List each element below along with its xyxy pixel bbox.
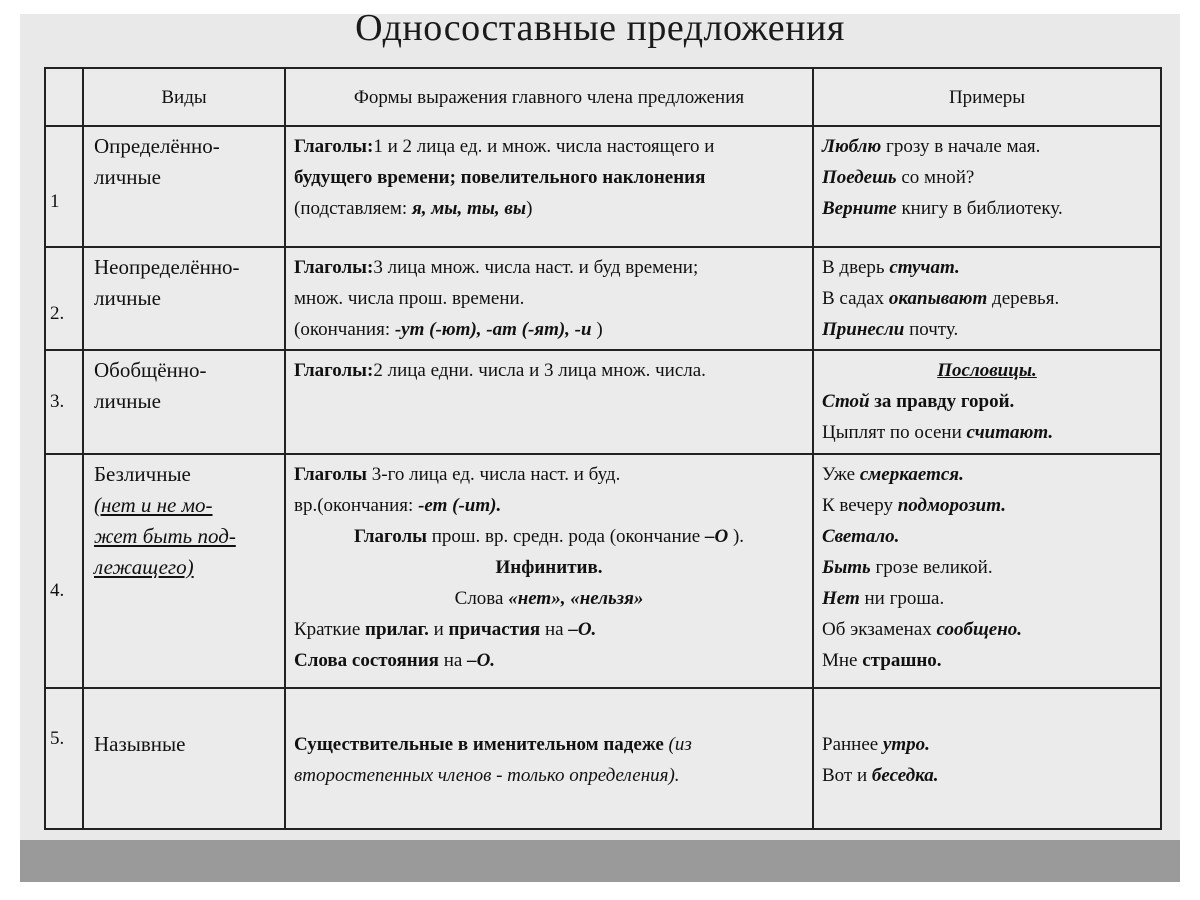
row-examples: Люблю грозу в начале мая. Поедешь со мной? Верните книгу в библиотеку. — [813, 126, 1161, 246]
row-examples: В дверь стучат. В садах окапывают деревья. Принесли почту. — [813, 247, 1161, 350]
row-examples: Уже смеркается. К вечеру подморозит. Светало. Быть грозе великой. Нет ни гроша. Об экзаменах сообщено. Мне страшно. — [813, 454, 1161, 689]
header-examples: Примеры — [813, 68, 1161, 126]
row-number: 5. — [45, 688, 83, 829]
table-row — [45, 126, 1161, 246]
row-examples: Раннее утро. Вот и беседка. — [813, 688, 1161, 829]
row-type: Назывные — [83, 688, 285, 829]
header-num — [45, 68, 83, 126]
table-row — [45, 454, 1161, 689]
row-type: Определённо- личные — [83, 126, 285, 246]
row-type: Безличные (нет и не мо- жет быть под- лежащего) — [83, 454, 285, 689]
header-type: Виды — [83, 68, 285, 126]
page-title: Односоставные предложения — [355, 7, 845, 49]
row-examples: Пословицы. Стой за правду горой. Цыплят по осени считают. — [813, 350, 1161, 453]
row-form: Глаголы:2 лица едни. числа и 3 лица множ. числа. — [285, 350, 813, 453]
type-note: (нет и не мо- — [94, 492, 213, 517]
row-type: Обобщённо- личные — [83, 350, 285, 453]
table-row — [45, 350, 1161, 453]
table-header-row — [45, 68, 1161, 126]
row-form: Глаголы 3-го лица ед. числа наст. и буд. вр.(окончания: -ет (-ит). Глаголы прош. вр. средн. рода (окончание –О ). Инфинитив. Слова «нет», «нельзя» Краткие прилаг. и причастия на –О. Слова состояния на –О. — [285, 454, 813, 689]
row-number: 2. — [45, 247, 83, 350]
proverbs-heading: Пословицы. — [937, 360, 1037, 382]
bottom-bar — [20, 840, 1180, 882]
row-form: Глаголы:1 и 2 лица ед. и множ. числа настоящего и будущего времени; повелительного наклонения (подставляем: я, мы, ты, вы) — [285, 126, 813, 246]
table-row — [45, 247, 1161, 350]
table-row — [45, 688, 1161, 829]
header-form: Формы выражения главного члена предложения — [285, 68, 813, 126]
sentence-types-table — [44, 67, 1162, 830]
row-form: Существительные в именительном падеже (из второстепенных членов - только определения). — [285, 688, 813, 829]
row-number: 3. — [45, 350, 83, 453]
row-form: Глаголы:3 лица множ. числа наст. и буд времени; множ. числа прош. времени. (окончания: -ут (-ют), -ат (-ят), -и ) — [285, 247, 813, 350]
row-number: 1 — [45, 126, 83, 246]
row-type: Неопределённо- личные — [83, 247, 285, 350]
row-number: 4. — [45, 454, 83, 689]
